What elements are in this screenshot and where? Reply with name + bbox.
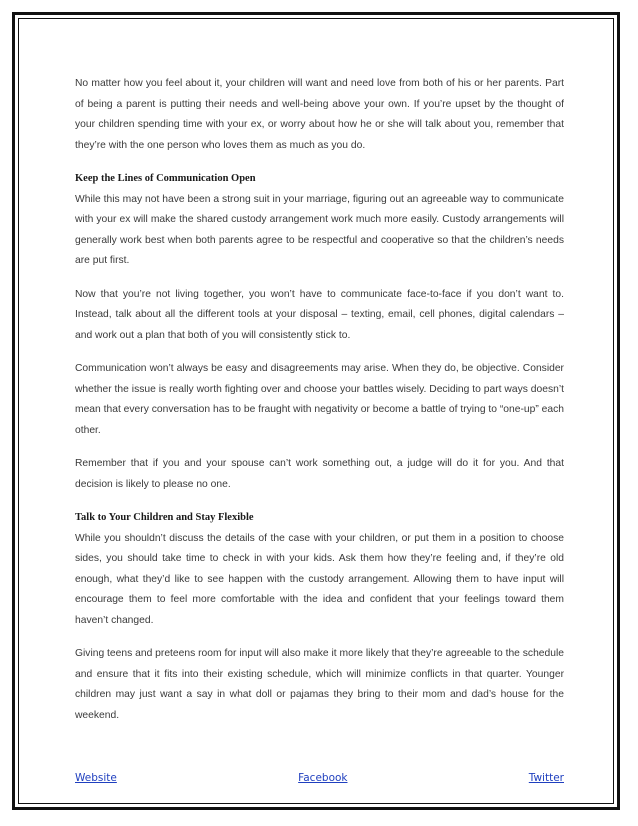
website-link[interactable]: Website	[75, 772, 117, 784]
paragraph: While you shouldn’t discuss the details of the case with your children, or put them in a position to choose sides, you should take time to check in with your kids. Ask them how they’re feeling and, if they’re old enough, what they’d like to see happen with the custody arrangement. Allowing them to have input will encourage them to feel more comfortable with the idea and confident that your feelings toward them haven’t changed.	[75, 532, 564, 626]
paragraph: Giving teens and preteens room for input will also make it more likely that they’re agreeable to the schedule and ensure that it fits into their existing schedule, which will minimize conflicts in that quarter. Younger children may just want a say in what doll or pajamas they bring to their mom and dad’s house for the weekend.	[75, 648, 564, 721]
document-body	[75, 74, 564, 739]
paragraph: Remember that if you and your spouse can’t work something out, a judge will do it for you. And that decision is likely to please no one.	[75, 458, 564, 490]
facebook-link[interactable]: Facebook	[298, 772, 348, 784]
section-heading: Talk to Your Children and Stay Flexible	[75, 512, 254, 523]
paragraph: Now that you’re not living together, you won’t have to communicate face-to-face if you don’t want to. Instead, talk about all the different tools at your disposal – texting, email, cell phones, digital calendars – and work out a plan that both of you will consistently stick to.	[75, 288, 564, 341]
footer-links	[75, 772, 564, 784]
paragraph: While this may not have been a strong suit in your marriage, figuring out an agreeable way to communicate with your ex will make the shared custody arrangement work much more easily. Custody arrangements will generally work best when both parents agree to be respectful and cooperative so that the children’s needs are put first.	[75, 193, 564, 266]
paragraph: Communication won’t always be easy and disagreements may arise. When they do, be objective. Consider whether the issue is really worth fighting over and choose your battles wisely. Deciding to part ways doesn’t mean that every conversation has to be fraught with negativity or become a battle of trying to “one-up” each other.	[75, 363, 564, 436]
paragraph: No matter how you feel about it, your children will want and need love from both of his or her parents. Part of being a parent is putting their needs and well-being above your own. If you’re upset by the thought of your children spending time with your ex, or worry about how he or she will talk about you, remember that they’re with the one person who loves them as much as you do.	[75, 78, 564, 151]
twitter-link[interactable]: Twitter	[528, 772, 564, 784]
section-heading: Keep the Lines of Communication Open	[75, 173, 256, 184]
